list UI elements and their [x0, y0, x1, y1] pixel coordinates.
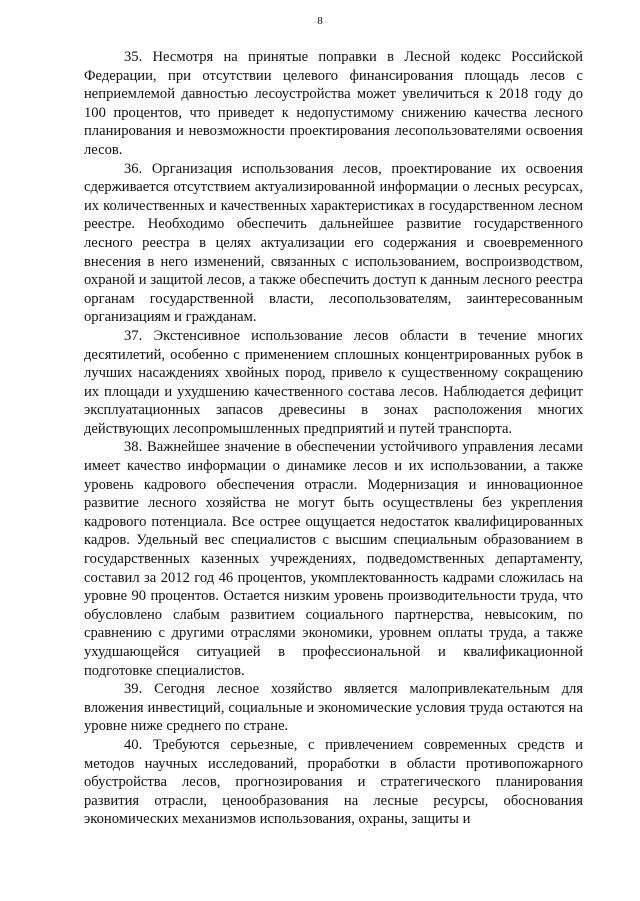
- document-body: [84, 48, 583, 829]
- page-number: 8: [317, 15, 323, 27]
- paragraph-38: 38. Важнейшее значение в обеспечении устойчивого управления лесами имеет качество информации о динамике лесов и их использовании, а также уровень кадрового обеспечения отрасли. Модернизация и инновационное развитие лесного хозяйства не могут быть осуществлены без укрепления кадрового потенциала. Все острее ощущается недостаток квалифицированных кадров. Удельный вес специалистов с высшим специальным образованием в государственных казенных учреждениях, подведомственных департаменту, составил за 2012 год 46 процентов, укомплектованность кадрами сложилась на уровне 90 процентов. Остается низким уровень производительности труда, что обусловлено слабым развитием социального партнерства, невысоким, по сравнению с другими отраслями экономики, уровнем оплаты труда, а также ухудшающейся ситуацией в профессиональной и квалификационной подготовке специалистов.: [84, 439, 583, 679]
- paragraph-35: 35. Несмотря на принятые поправки в Лесной кодекс Российской Федерации, при отсутствии целевого финансирования площадь лесов с неприемлемой давностью лесоустройства может увеличиться к 2018 году до 100 процентов, что приведет к недопустимому снижению качества лесного планирования и невозможности проектирования лесопользователями освоения лесов.: [84, 49, 583, 158]
- paragraph-36: 36. Организация использования лесов, проектирование их освоения сдерживается отсутствием актуализированной информации о лесных ресурсах, их количественных и качественных характеристиках в государственном лесном реестре. Необходимо обеспечить дальнейшее развитие государственного лесного реестра в целях актуализации его содержания и своевременного внесения в него изменений, связанных с использованием, воспроизводством, охраной и защитой лесов, а также обеспечить доступ к данным лесного реестра органам государственной власти, лесопользователям, заинтересованным организациям и гражданам.: [84, 160, 583, 326]
- paragraph-39: 39. Сегодня лесное хозяйство является малопривлекательным для вложения инвестиций, социальные и экономические условия труда остаются на уровне ниже среднего по стране.: [84, 681, 583, 735]
- paragraph-40: 40. Требуются серьезные, с привлечением современных средств и методов научных исследований, проработки в области противопожарного обустройства лесов, прогнозирования и стратегического планирования развития отрасли, ценообразования на лесные ресурсы, обоснования экономических механизмов использования, охраны, защиты и: [84, 736, 583, 828]
- paragraph-37: 37. Экстенсивное использование лесов области в течение многих десятилетий, особенно с применением сплошных концентрированных рубок в лучших насаждениях хвойных пород, привело к существенному сокращению их площади и ухудшению качественного состава лесов. Наблюдается дефицит эксплуатационных запасов древесины в зонах расположения многих действующих лесопромышленных предприятий и путей транспорта.: [84, 327, 583, 437]
